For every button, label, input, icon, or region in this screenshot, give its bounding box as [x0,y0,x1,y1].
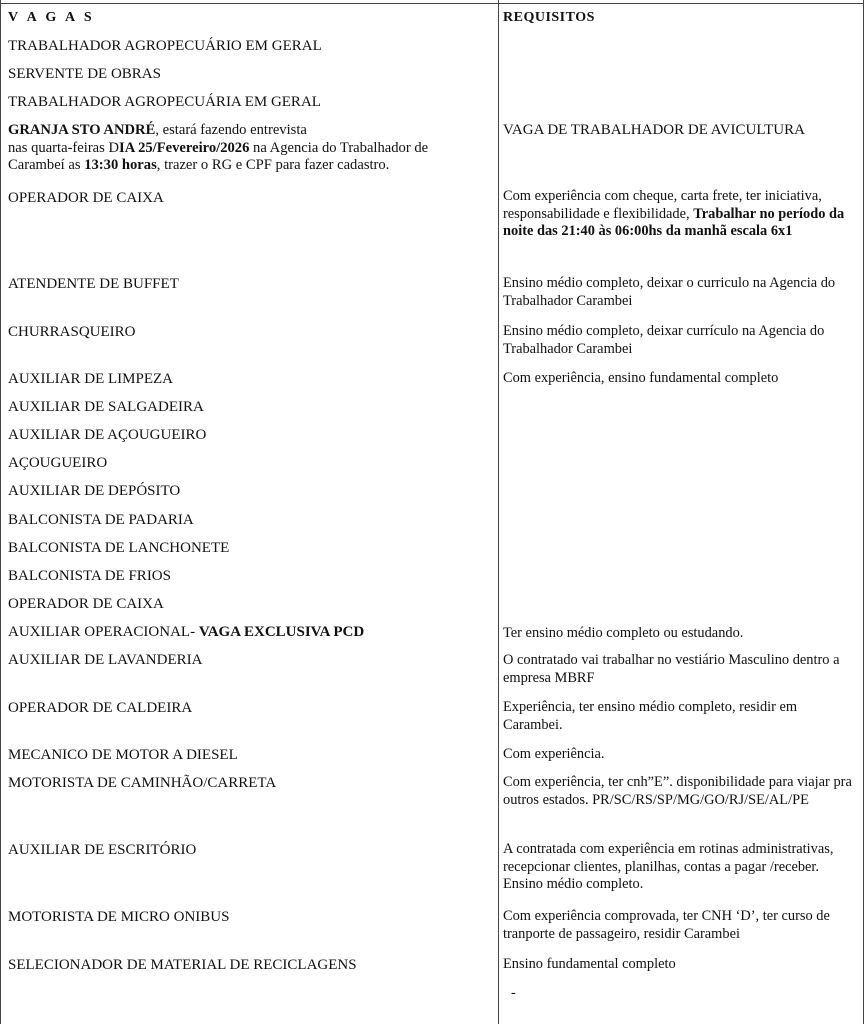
granja-text-2: nas quarta-feiras D [8,139,120,156]
req-auxiliar-de-limpeza: Com experiência, ensino fundamental completo [503,370,779,386]
column-divider [498,0,499,1024]
req-mecanico-de-motor-a-diesel: Com experiência. [503,746,605,762]
vaga-auxiliar-operacional-label: AUXILIAR OPERACIONAL- [8,624,199,640]
req-selecionador-de-material: Ensino fundamental completo [503,956,676,972]
vaga-trabalhador-agropecuaria: TRABALHADOR AGROPECUÁRIA EM GERAL [8,94,321,110]
vaga-auxiliar-de-escritorio: AUXILIAR DE ESCRITÓRIO [8,842,197,858]
req-selecionador-extra: - [511,985,516,1001]
vaga-auxiliar-de-deposito: AUXILIAR DE DEPÓSITO [8,483,181,499]
req-avicultura: VAGA DE TRABALHADOR DE AVICULTURA [503,122,805,138]
vaga-trabalhador-agropecuario: TRABALHADOR AGROPECUÁRIO EM GERAL [8,38,322,54]
vaga-motorista-de-micro-onibus: MOTORISTA DE MICRO ONIBUS [8,909,230,925]
req-operador-de-caldeira: Experiência, ter ensino médio completo, residir em Carambei. [503,699,798,733]
vaga-balconista-de-padaria: BALCONISTA DE PADARIA [8,512,194,528]
vaga-exclusiva-pcd: VAGA EXCLUSIVA PCD [198,624,365,640]
header-requisitos: REQUISITOS [503,10,595,25]
granja-time: 13:30 horas [84,157,157,173]
req-motorista-de-caminhao: Com experiência, ter cnh”E”. disponibilidade para viajar pra outros estados. PR/SC/RS/SP/MG/GO/RJ/SE/AL/PE [503,774,852,808]
req-churrasqueiro: Ensino médio completo, deixar currículo na Agencia do Trabalhador Carambei [503,323,825,357]
req-operador-de-caixa [503,188,855,241]
vaga-operador-de-caixa: OPERADOR DE CAIXA [8,190,164,206]
vaga-auxiliar-de-salgadeira: AUXILIAR DE SALGADEIRA [8,399,204,415]
vaga-auxiliar-operacional [8,623,494,641]
vaga-servente-de-obras: SERVENTE DE OBRAS [8,66,161,82]
vaga-selecionador-de-material: SELECIONADOR DE MATERIAL DE RECICLAGENS [8,957,357,973]
vaga-operador-de-caldeira: OPERADOR DE CALDEIRA [8,700,193,716]
vaga-auxiliar-de-limpeza: AUXILIAR DE LIMPEZA [8,371,173,387]
vaga-churrasqueiro: CHURRASQUEIRO [8,324,136,340]
req-auxiliar-operacional: Ter ensino médio completo ou estudando. [503,625,744,641]
req-auxiliar-de-escritorio: A contratada com experiência em rotinas administrativas, recepcionar clientes, planilhas, contas a pagar /receber. Ensino médio completo. [503,841,834,893]
granja-text-1: , estará fazendo entrevista [155,122,307,138]
req-atendente-de-buffet: Ensino médio completo, deixar o curriculo na Agencia do Trabalhador Carambei [503,275,836,309]
vaga-auxiliar-de-acougueiro: AUXILIAR DE AÇOUGUEIRO [8,427,207,443]
header-vagas: V A G A S [8,10,95,25]
req-auxiliar-de-lavanderia: O contratado vai trabalhar no vestiário Masculino dentro a empresa MBRF [503,652,840,686]
vaga-acougueiro: AÇOUGUEIRO [8,455,108,471]
vaga-operador-de-caixa-2: OPERADOR DE CAIXA [8,596,164,612]
vaga-mecanico-de-motor-a-diesel: MECANICO DE MOTOR A DIESEL [8,747,238,763]
req-operador-text: Com experiência com cheque, carta frete, ter iniciativa, responsabilidade e flexibilidade, [503,188,822,222]
granja-text-3: na Agencia do Trabalhador de [249,139,429,156]
table-border-top [0,3,864,4]
table-border-left [0,0,1,1024]
granja-text-5: , trazer o RG e CPF para fazer cadastro. [156,157,390,173]
req-motorista-de-micro-onibus: Com experiência comprovada, ter CNH ‘D’, ter curso de tranporte de passageiro, residir Carambei [503,908,830,942]
req-operador-schedule: Trabalhar no período da noite das 21:40 às 06:00hs da manhã escala 6x1 [503,205,845,240]
vaga-balconista-de-frios: BALCONISTA DE FRIOS [8,568,171,584]
granja-sto-andre-notice [8,122,494,175]
vaga-motorista-de-caminhao: MOTORISTA DE CAMINHÃO/CARRETA [8,775,277,791]
vaga-balconista-de-lanchonete: BALCONISTA DE LANCHONETE [8,540,230,556]
granja-text-4: Carambeí as [8,157,85,173]
granja-date: IA 25/Fevereiro/2026 [119,139,250,156]
granja-name: GRANJA STO ANDRÉ [8,122,156,138]
vaga-auxiliar-de-lavanderia: AUXILIAR DE LAVANDERIA [8,652,203,668]
vaga-atendente-de-buffet: ATENDENTE DE BUFFET [8,276,179,292]
